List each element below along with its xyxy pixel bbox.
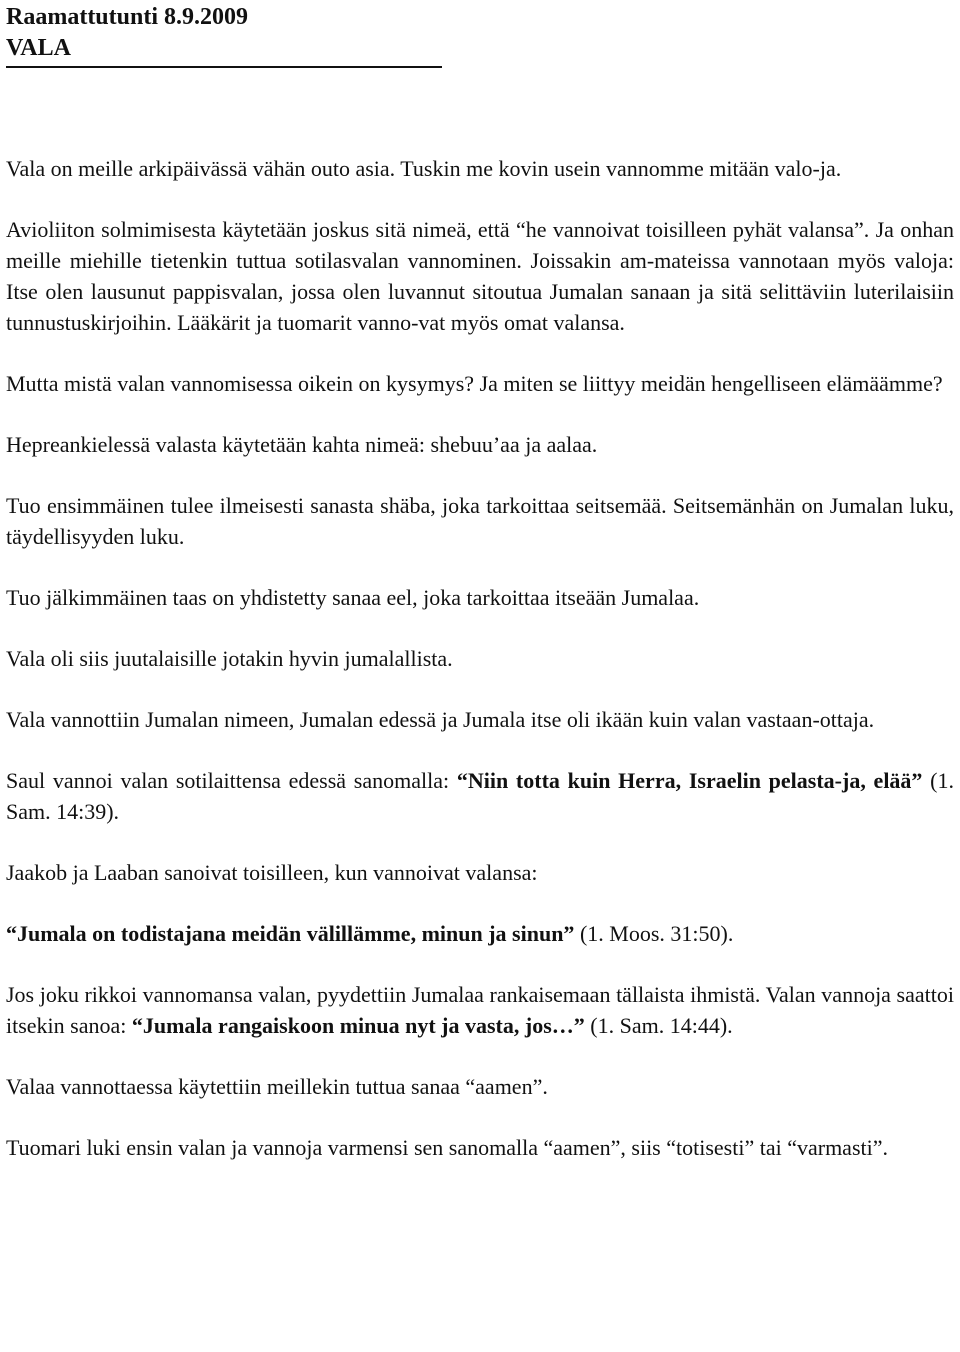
paragraph-3 xyxy=(6,368,954,399)
paragraph-9-reference: (1. Sam. 14:39). xyxy=(6,768,954,824)
paragraph-1 xyxy=(6,153,954,184)
paragraph-9-quote: “Niin totta kuin Herra, Israelin pelasta-ja, elää” xyxy=(456,768,923,793)
paragraph-13 xyxy=(6,1071,954,1102)
paragraph-7 xyxy=(6,643,954,674)
paragraph-2-text: Avioliiton solmimisesta käytetään joskus sitä nimeä, että “he vannoivat toisilleen pyhät valansa”. Ja onhan meille miehille tietenkin tuttua sotilasvalan vannominen. Joissakin am-mateissa vannotaan myös valoja: Itse olen lausunut pappisvalan, jossa olen luvannut sitoutua Jumalan sanaan ja sitä selittäviin luterilaisiin tunnustuskirjoihin. Lääkärit ja tuomarit vanno-vat myös omat valansa. xyxy=(6,217,954,335)
paragraph-9-intro: Saul vannoi valan sotilaittensa edessä sanomalla: xyxy=(6,768,457,793)
paragraph-6-text: Tuo jälkimmäinen taas on yhdistetty sanaa eel, joka tarkoittaa itseään Jumalaa. xyxy=(6,585,700,610)
header-date xyxy=(6,2,954,32)
paragraph-5 xyxy=(6,490,954,552)
paragraph-12-reference: (1. Sam. 14:44). xyxy=(584,1013,733,1038)
paragraph-11 xyxy=(6,918,954,949)
paragraph-10 xyxy=(6,857,954,888)
paragraph-12-quote: “Jumala rangaiskoon minua nyt ja vasta, jos…” xyxy=(131,1013,585,1038)
paragraph-4 xyxy=(6,429,954,460)
paragraph-3-text: Mutta mistä valan vannomisessa oikein on kysymys? Ja miten se liittyy meidän hengelliseen elämäämme? xyxy=(6,371,943,396)
paragraph-1-text: Vala on meille arkipäivässä vähän outo asia. Tuskin me kovin usein vannomme mitään valo-ja. xyxy=(6,156,842,181)
paragraph-14-text: Tuomari luki ensin valan ja vannoja varmensi sen sanomalla “aamen”, siis “totisesti” tai “varmasti”. xyxy=(6,1135,888,1160)
header-date-text: Raamattutunti 8.9.2009 xyxy=(6,4,249,30)
paragraph-11-reference: (1. Moos. 31:50). xyxy=(574,921,734,946)
paragraph-12-intro: Jos joku rikkoi vannomansa valan, pyydettiin Jumalaa rankaisemaan tällaista ihmistä. Valan vannoja saattoi itsekin sanoa: xyxy=(6,982,954,1038)
paragraph-6 xyxy=(6,582,954,613)
paragraph-10-text: Jaakob ja Laaban sanoivat toisilleen, kun vannoivat valansa: xyxy=(6,860,538,885)
paragraph-8 xyxy=(6,704,954,735)
paragraph-13-text: Valaa vannottaessa käytettiin meillekin tuttua sanaa “aamen”. xyxy=(6,1074,548,1099)
paragraph-2 xyxy=(6,214,954,338)
paragraph-5-text: Tuo ensimmäinen tulee ilmeisesti sanasta shäba, joka tarkoittaa seitsemää. Seitsemänhän on Jumalan luku, täydellisyyden luku. xyxy=(6,493,954,549)
document-title xyxy=(6,33,954,63)
document-title-text: VALA xyxy=(6,35,71,61)
paragraph-9 xyxy=(6,765,954,827)
document-page xyxy=(6,0,954,1163)
title-underline xyxy=(6,66,442,68)
paragraph-11-quote: “Jumala on todistajana meidän välillämme, minun ja sinun” xyxy=(6,921,575,946)
paragraph-4-text: Hepreankielessä valasta käytetään kahta nimeä: shebuu’aa ja aalaa. xyxy=(6,432,598,457)
paragraph-12 xyxy=(6,979,954,1041)
paragraph-7-text: Vala oli siis juutalaisille jotakin hyvin jumalallista. xyxy=(6,646,453,671)
paragraph-8-text: Vala vannottiin Jumalan nimeen, Jumalan edessä ja Jumala itse oli ikään kuin valan vastaan-ottaja. xyxy=(6,707,875,732)
paragraph-14 xyxy=(6,1132,954,1163)
